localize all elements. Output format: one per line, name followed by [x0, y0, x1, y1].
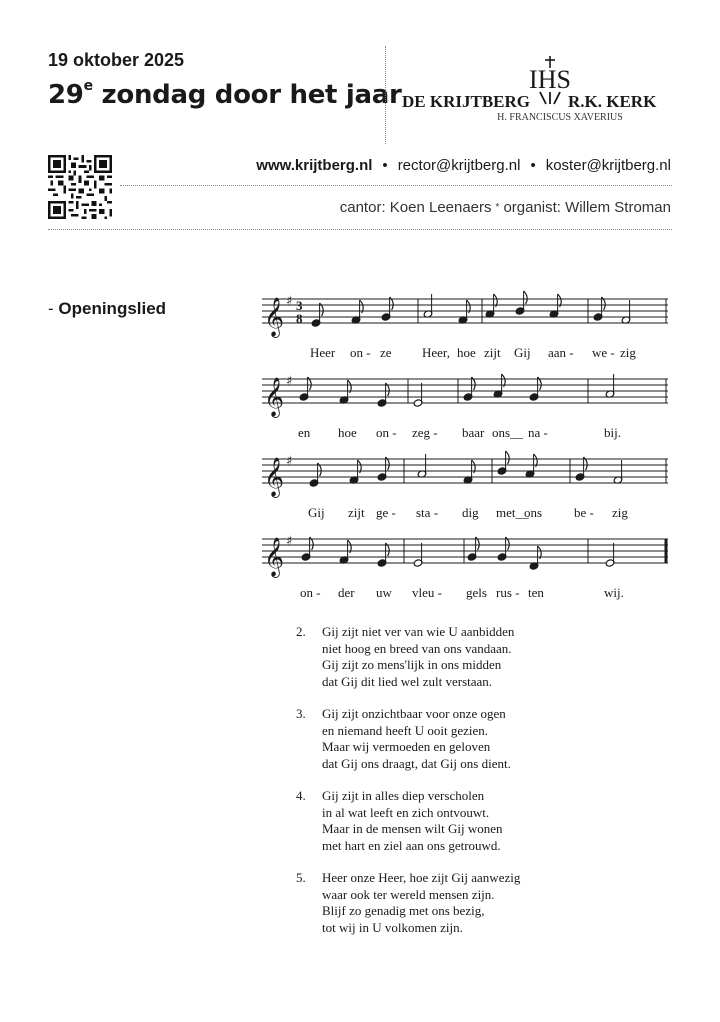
lyric-syllable: en — [298, 425, 311, 440]
verse-line: met hart en ziel aan ons getrouwd. — [322, 837, 501, 853]
lyric-syllable: ze — [380, 345, 392, 360]
lyric-syllable: ge - — [376, 505, 396, 520]
lyric-syllable: zijt — [348, 505, 365, 520]
sharp-icon: ♯ — [286, 374, 293, 389]
verse-line: tot wij in U volkomen zijn. — [322, 919, 463, 935]
logo-subtitle: H. FRANCISCUS XAVERIUS — [497, 112, 623, 123]
section-heading: - Openingslied — [48, 299, 167, 318]
lyric-syllable: ten — [528, 585, 544, 600]
verse — [296, 706, 636, 772]
lyric-syllable: zig — [612, 505, 628, 520]
cantor-credit: cantor: Koen Leenaers — [339, 199, 492, 216]
lyric-syllable: on - — [350, 345, 371, 360]
logo-church-left: DE KRIJTBERG — [402, 92, 530, 111]
lyric-syllable: zijt — [484, 345, 501, 360]
lyric-syllable: der — [338, 585, 355, 600]
time-signature-bottom: 8 — [296, 311, 303, 326]
hymn-verses — [296, 624, 636, 952]
logo-monogram: IHS — [529, 65, 571, 94]
lyric-syllable: rus - — [496, 585, 520, 600]
verse-line: en niemand heeft U ooit gezien. — [322, 722, 489, 738]
lyric-syllable: wij. — [604, 585, 624, 600]
verse-number: 5. — [296, 870, 306, 885]
hymn-score — [258, 285, 674, 605]
sharp-icon: ♯ — [286, 454, 293, 469]
treble-clef-icon: 𝄞 — [264, 457, 285, 497]
lyric-syllable: hoe — [338, 425, 357, 440]
lyric-syllable: vleu - — [412, 585, 442, 600]
lyric-syllable: Heer, — [422, 345, 450, 360]
verse-line: in al wat leeft en zich ontvouwt. — [322, 804, 490, 820]
church-logo — [400, 54, 675, 124]
header-divider — [385, 46, 386, 144]
verse-line: Gij zijt zo mens'lijk in ons midden — [322, 657, 502, 672]
organist-credit: organist: Willem Stroman — [503, 199, 671, 216]
verse-line: Maar in de mensen wilt Gij wonen — [322, 821, 503, 836]
verse-number: 2. — [296, 624, 306, 639]
treble-clef-icon: 𝄞 — [264, 377, 285, 417]
lyric-syllable: hoe — [457, 345, 476, 360]
lyric-syllable: gels — [466, 585, 487, 600]
treble-clef-icon: 𝄞 — [264, 297, 285, 337]
lyric-syllable: zig — [620, 345, 636, 360]
logo-church-right: R.K. KERK — [568, 92, 657, 111]
lyric-syllable: we - — [592, 345, 615, 360]
bullet-separator: • — [382, 157, 388, 174]
lyric-syllable: Gij — [514, 345, 531, 360]
website-link[interactable]: www.krijtberg.nl — [256, 157, 373, 174]
verse — [296, 788, 636, 854]
lyric-syllable: on - — [376, 425, 397, 440]
bullet-separator: • — [530, 157, 536, 174]
contact-line — [256, 157, 671, 174]
verse-line: Gij zijt in alles diep verscholen — [322, 788, 485, 803]
lyric-syllable: ons — [524, 505, 543, 520]
lyric-syllable: baar — [462, 425, 485, 440]
qr-code-icon — [48, 155, 112, 219]
lyric-syllable: uw — [376, 585, 392, 600]
lyric-syllable: be - — [574, 505, 594, 520]
verse-line: dat Gij ons draagt, dat Gij ons dient. — [322, 755, 511, 771]
lyric-syllable: na - — [528, 425, 548, 440]
lyric-syllable: dig — [462, 505, 479, 520]
time-signature-top: 3 — [296, 298, 303, 313]
verse-line: Gij zijt onzichtbaar voor onze ogen — [322, 706, 506, 721]
verse-number: 3. — [296, 706, 306, 721]
section-label: Openingslied — [58, 299, 167, 318]
lyric-syllable: Gij — [308, 505, 325, 520]
service-title: 29e zondag door het jaar — [48, 78, 402, 110]
lyric-syllable: on - — [300, 585, 321, 600]
note-flag — [524, 291, 528, 304]
verse-number: 4. — [296, 788, 306, 803]
credits-line — [340, 199, 671, 216]
verse-line: Heer onze Heer, hoe zijt Gij aanwezig — [322, 870, 521, 885]
koster-email-link[interactable]: koster@krijtberg.nl — [545, 157, 671, 174]
treble-clef-icon: 𝄞 — [264, 537, 285, 577]
verse — [296, 870, 636, 936]
verse-line: Blijf zo genadig met ons bezig, — [322, 903, 485, 918]
note-flag — [506, 451, 510, 464]
verse-line: dat Gij dit lied wel zult verstaan. — [322, 673, 493, 689]
star-separator: * — [495, 202, 500, 213]
lyric-syllable: ons__ — [492, 425, 524, 440]
rector-email-link[interactable]: rector@krijtberg.nl — [397, 157, 521, 174]
divider-line — [120, 185, 672, 186]
sharp-icon: ♯ — [286, 294, 293, 309]
service-date: 19 oktober 2025 — [48, 50, 185, 70]
verse-line: waar ook ter wereld mensen zijn. — [322, 886, 495, 902]
lyric-syllable: bij. — [604, 425, 621, 440]
lyric-syllable: zeg - — [412, 425, 438, 440]
sharp-icon: ♯ — [286, 534, 293, 549]
divider-line — [48, 229, 672, 230]
lyric-syllable: sta - — [416, 505, 439, 520]
lyric-syllable: aan - — [548, 345, 574, 360]
verse-line: Maar wij vermoeden en geloven — [322, 739, 491, 754]
verse — [296, 624, 636, 690]
verse-line: Gij zijt niet ver van wie U aanbidden — [322, 624, 515, 639]
lyric-syllable: Heer — [310, 345, 336, 360]
verse-line: niet hoog en breed van ons vandaan. — [322, 640, 512, 656]
lyric-syllable: met__ — [496, 505, 529, 520]
